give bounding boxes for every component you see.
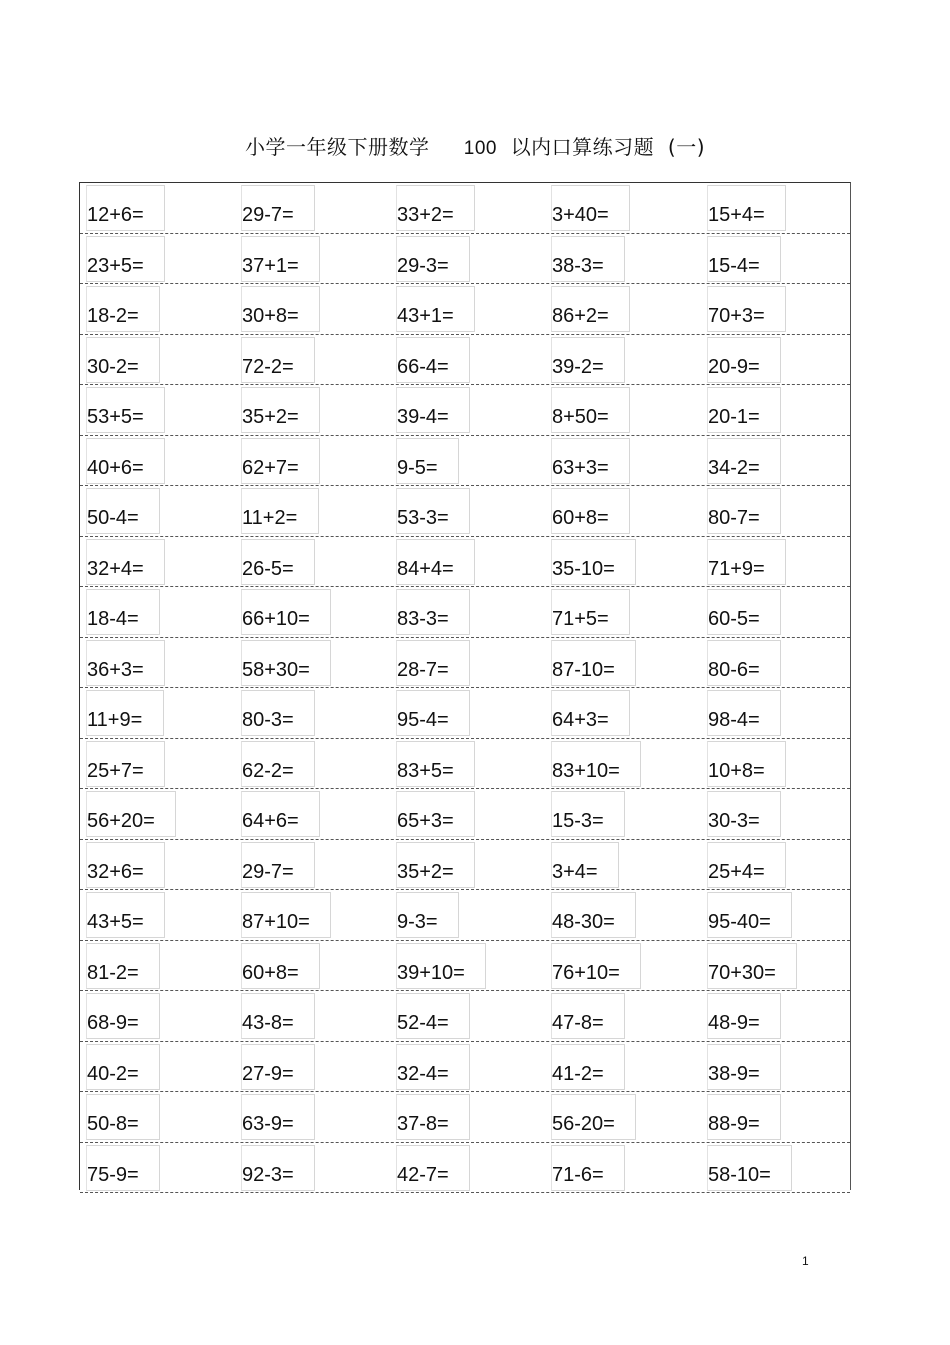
exercise-problem: 9-3=	[397, 911, 438, 933]
exercise-problem: 35+2=	[397, 860, 454, 883]
exercise-problem: 30-2=	[87, 355, 139, 378]
table-row	[80, 284, 850, 335]
exercise-problem: 18-2=	[87, 305, 139, 327]
exercise-problem: 32+6=	[87, 860, 144, 883]
exercise-problem: 98-4=	[708, 709, 760, 731]
exercise-problem: 56+20=	[87, 810, 155, 832]
exercise-problem: 39-4=	[397, 406, 449, 428]
exercise-problem: 15-3=	[552, 810, 604, 832]
exercise-problem: 63-9=	[242, 1113, 294, 1135]
exercise-problem: 30+8=	[242, 305, 299, 327]
table-row	[80, 587, 850, 638]
exercise-problem: 43+5=	[87, 911, 144, 933]
exercise-problem: 3+40=	[552, 204, 609, 226]
exercise-problem: 9-5=	[397, 456, 438, 479]
exercise-problem: 10+8=	[708, 759, 765, 782]
exercise-problem: 66-4=	[397, 355, 449, 378]
exercise-problem: 20-1=	[708, 406, 760, 428]
exercise-problem: 71-6=	[552, 1163, 604, 1186]
exercise-problem: 48-9=	[708, 1012, 760, 1034]
exercise-problem: 40-2=	[87, 1062, 139, 1085]
exercise-problem: 39-2=	[552, 355, 604, 378]
table-row	[80, 991, 850, 1042]
exercise-problem: 25+7=	[87, 759, 144, 782]
title-text: 小学一年级下册数学	[244, 135, 430, 159]
exercise-problem: 38-3=	[552, 254, 604, 277]
page-title	[0, 131, 950, 160]
exercise-problem: 11+2=	[242, 507, 298, 529]
exercise-problem: 86+2=	[552, 305, 609, 327]
exercise-problem: 60-5=	[708, 608, 760, 630]
table-row	[80, 890, 850, 941]
exercise-problem: 34-2=	[708, 456, 760, 479]
exercise-problem: 58+30=	[242, 658, 310, 681]
title-number: 100	[463, 138, 497, 159]
exercise-problem: 35-10=	[552, 557, 615, 580]
exercise-problem: 65+3=	[397, 810, 454, 832]
exercise-problem: 42-7=	[397, 1163, 449, 1186]
exercise-problem: 71+9=	[708, 557, 765, 580]
table-row	[80, 335, 850, 386]
table-row	[80, 941, 850, 992]
exercise-problem: 53+5=	[87, 406, 144, 428]
page-number: 1	[802, 1254, 809, 1268]
exercise-problem: 95-40=	[708, 911, 771, 933]
exercise-problem: 33+2=	[397, 204, 454, 226]
table-row	[80, 183, 850, 234]
table-row	[80, 1092, 850, 1143]
exercise-problem: 37+1=	[242, 254, 299, 277]
table-row	[80, 1143, 850, 1194]
exercise-problem: 12+6=	[87, 204, 144, 226]
exercise-problem: 56-20=	[552, 1113, 615, 1135]
exercise-problem: 8+50=	[552, 406, 609, 428]
exercise-problem: 81-2=	[87, 961, 139, 984]
exercise-problem: 63+3=	[552, 456, 609, 479]
exercise-problem: 40+6=	[87, 456, 144, 479]
exercise-problem: 11+9=	[87, 709, 143, 731]
exercise-problem: 62-2=	[242, 759, 294, 782]
exercise-problem: 64+3=	[552, 709, 609, 731]
exercise-problem: 83+10=	[552, 759, 620, 782]
exercise-problem: 28-7=	[397, 658, 449, 681]
exercise-problem: 52-4=	[397, 1012, 449, 1034]
title-text-2: 以内口算练习题	[510, 135, 655, 159]
exercise-problem: 15+4=	[708, 204, 765, 226]
exercise-problem: 43+1=	[397, 305, 454, 327]
table-row	[80, 840, 850, 891]
exercise-problem: 72-2=	[242, 355, 294, 378]
exercise-problem: 3+4=	[552, 860, 598, 883]
exercise-problem: 60+8=	[552, 507, 609, 529]
exercise-problem: 53-3=	[397, 507, 449, 529]
exercise-problem: 71+5=	[552, 608, 609, 630]
exercise-problem: 29-3=	[397, 254, 449, 277]
exercise-problem: 36+3=	[87, 658, 144, 681]
exercise-problem: 18-4=	[87, 608, 139, 630]
exercise-problem: 83-3=	[397, 608, 449, 630]
exercise-problem: 68-9=	[87, 1012, 139, 1034]
table-row	[80, 234, 850, 285]
exercise-problem: 58-10=	[708, 1163, 771, 1186]
exercise-problem: 80-6=	[708, 658, 760, 681]
exercise-problem: 30-3=	[708, 810, 760, 832]
exercise-problem: 20-9=	[708, 355, 760, 378]
table-row	[80, 1042, 850, 1093]
exercise-problem: 29-7=	[242, 860, 294, 883]
exercise-problem: 41-2=	[552, 1062, 604, 1085]
exercise-problem: 39+10=	[397, 961, 465, 984]
exercise-problem: 38-9=	[708, 1062, 760, 1085]
table-row	[80, 739, 850, 790]
exercise-problem: 32+4=	[87, 557, 144, 580]
exercise-table	[79, 182, 851, 1190]
table-row	[80, 486, 850, 537]
exercise-problem: 15-4=	[708, 254, 760, 277]
exercise-problem: 87+10=	[242, 911, 310, 933]
exercise-problem: 84+4=	[397, 557, 454, 580]
exercise-problem: 92-3=	[242, 1163, 294, 1186]
exercise-problem: 50-4=	[87, 507, 139, 529]
exercise-problem: 64+6=	[242, 810, 299, 832]
exercise-problem: 47-8=	[552, 1012, 604, 1034]
exercise-problem: 43-8=	[242, 1012, 294, 1034]
exercise-problem: 70+30=	[708, 961, 776, 984]
exercise-problem: 80-7=	[708, 507, 760, 529]
exercise-problem: 27-9=	[242, 1062, 294, 1085]
exercise-problem: 80-3=	[242, 709, 294, 731]
exercise-problem: 62+7=	[242, 456, 299, 479]
exercise-problem: 95-4=	[397, 709, 449, 731]
exercise-problem: 29-7=	[242, 204, 294, 226]
title-suffix: (一)	[667, 135, 706, 159]
exercise-problem: 48-30=	[552, 911, 615, 933]
exercise-problem: 70+3=	[708, 305, 765, 327]
table-row	[80, 436, 850, 487]
exercise-problem: 50-8=	[87, 1113, 139, 1135]
exercise-problem: 25+4=	[708, 860, 765, 883]
table-row	[80, 385, 850, 436]
exercise-problem: 76+10=	[552, 961, 620, 984]
exercise-problem: 60+8=	[242, 961, 299, 984]
exercise-problem: 35+2=	[242, 406, 299, 428]
table-row	[80, 638, 850, 689]
exercise-problem: 83+5=	[397, 759, 454, 782]
exercise-problem: 66+10=	[242, 608, 310, 630]
table-row	[80, 688, 850, 739]
exercise-problem: 26-5=	[242, 557, 294, 580]
exercise-problem: 32-4=	[397, 1062, 449, 1085]
exercise-problem: 23+5=	[87, 254, 144, 277]
table-row	[80, 789, 850, 840]
exercise-problem: 88-9=	[708, 1113, 760, 1135]
exercise-problem: 87-10=	[552, 658, 615, 681]
exercise-problem: 75-9=	[87, 1163, 139, 1186]
exercise-problem: 37-8=	[397, 1113, 449, 1135]
table-row	[80, 537, 850, 588]
